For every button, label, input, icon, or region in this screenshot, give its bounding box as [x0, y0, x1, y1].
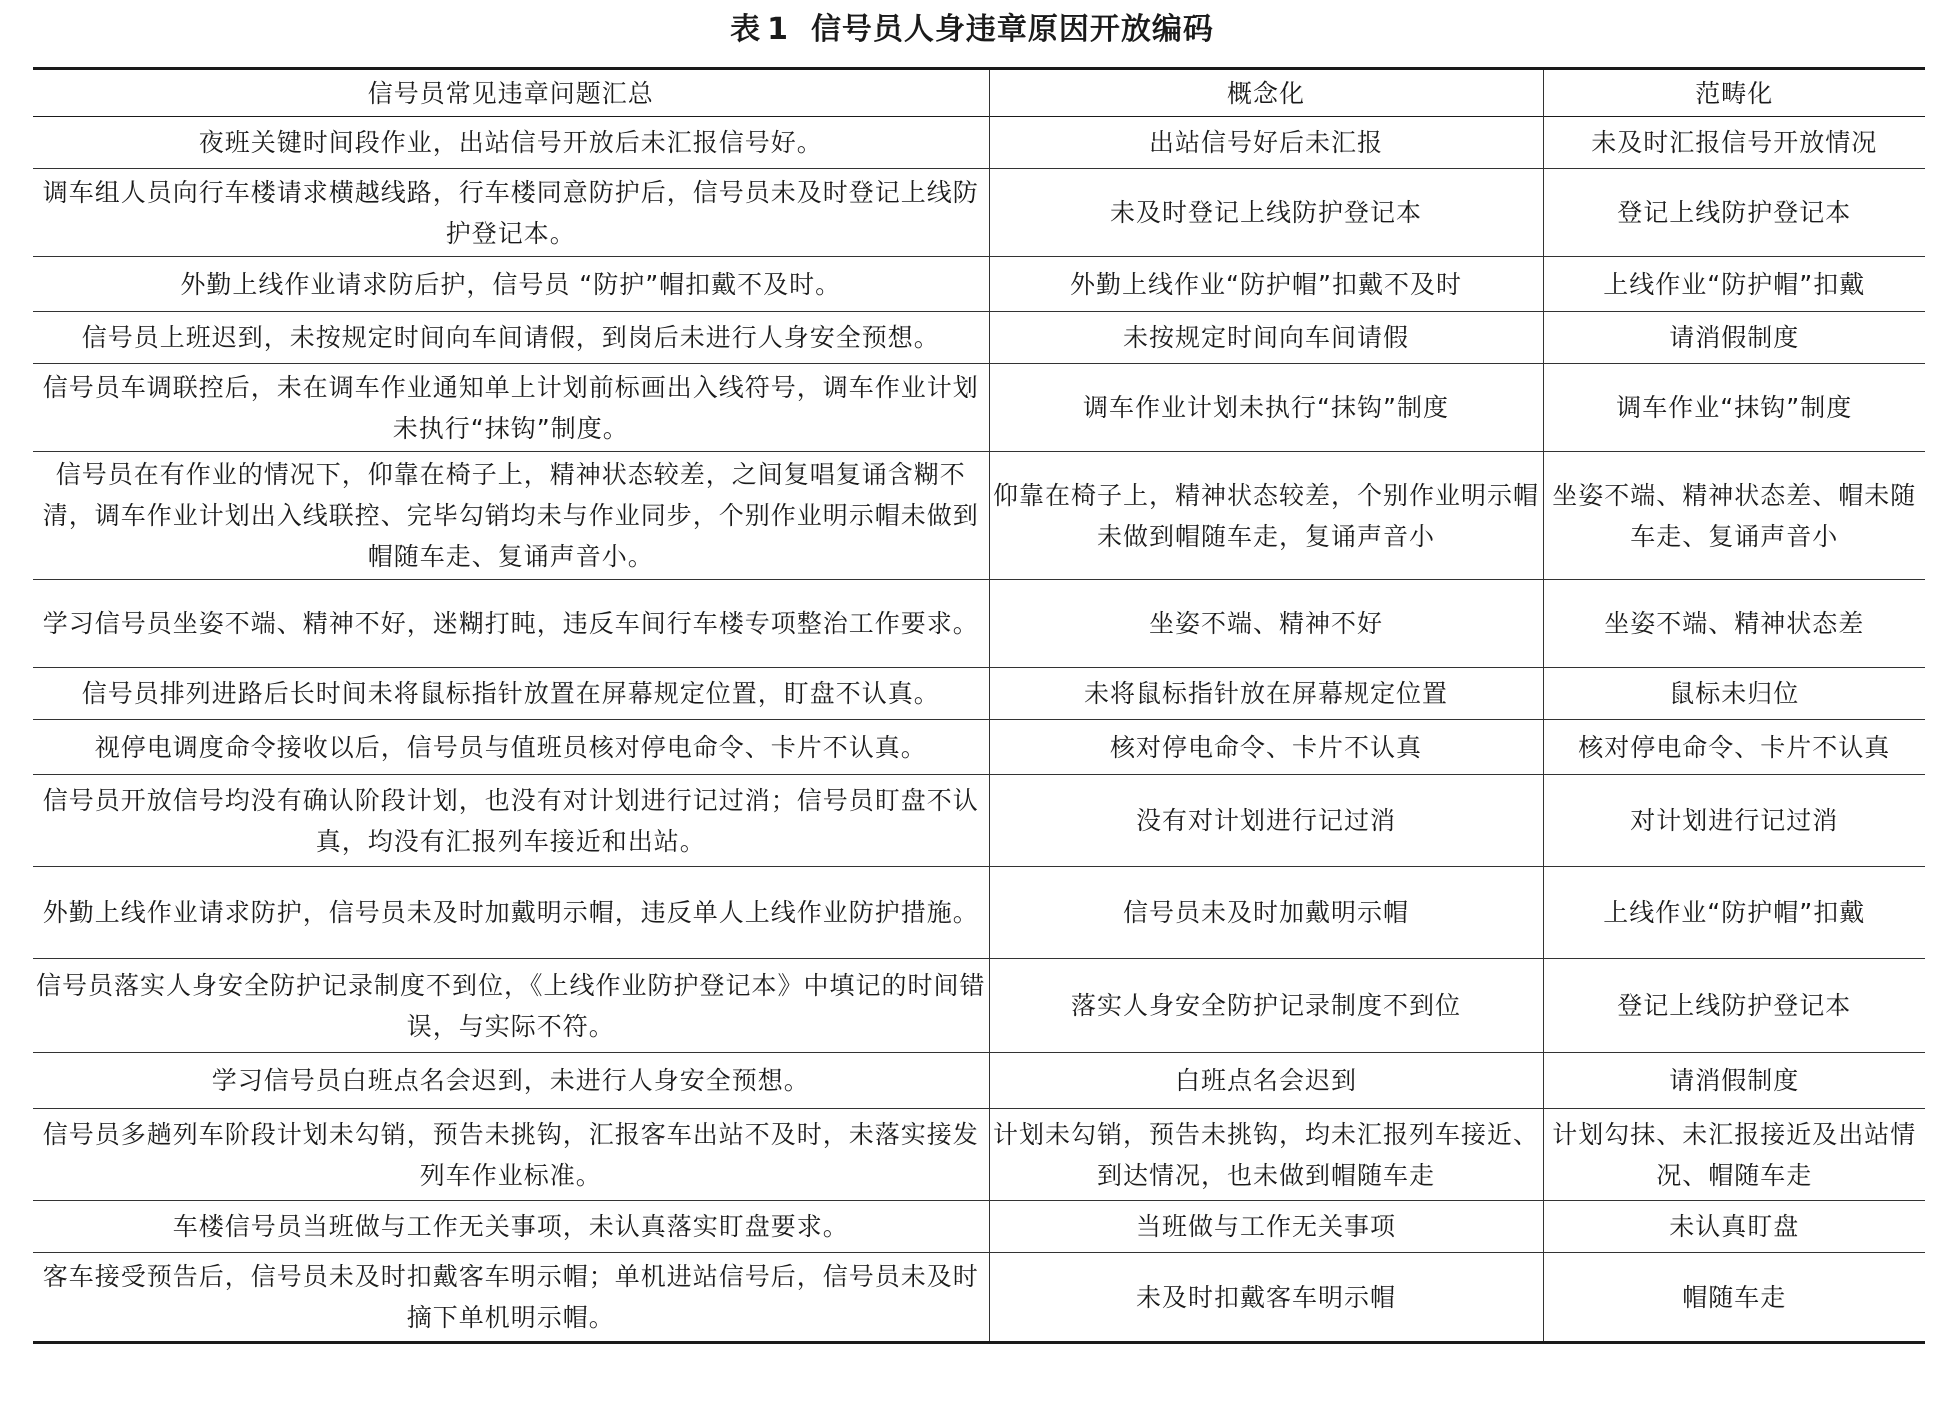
cell-summary: 学习信号员白班点名会迟到，未进行人身安全预想。 [33, 1053, 989, 1109]
cell-concept: 核对停电命令、卡片不认真 [989, 720, 1543, 775]
table-row [33, 580, 1925, 668]
cell-category: 对计划进行记过消 [1543, 775, 1925, 867]
table-row [33, 959, 1925, 1053]
cell-summary: 信号员多趟列车阶段计划未勾销，预告未挑钩，汇报客车出站不及时，未落实接发列车作业标准。 [33, 1109, 989, 1201]
cell-category: 登记上线防护登记本 [1543, 169, 1925, 257]
coding-table [33, 67, 1925, 1344]
caption-number: 1 [767, 12, 789, 47]
cell-category: 未及时汇报信号开放情况 [1543, 117, 1925, 169]
cell-category: 调车作业“抹钩”制度 [1543, 364, 1925, 452]
header-summary: 信号员常见违章问题汇总 [33, 69, 989, 117]
cell-concept: 未及时登记上线防护登记本 [989, 169, 1543, 257]
cell-concept: 计划未勾销，预告未挑钩，均未汇报列车接近、到达情况，也未做到帽随车走 [989, 1109, 1543, 1201]
cell-concept: 白班点名会迟到 [989, 1053, 1543, 1109]
cell-concept: 未按规定时间向车间请假 [989, 312, 1543, 364]
cell-concept: 当班做与工作无关事项 [989, 1201, 1543, 1253]
cell-concept: 未将鼠标指针放在屏幕规定位置 [989, 668, 1543, 720]
cell-summary: 车楼信号员当班做与工作无关事项，未认真落实盯盘要求。 [33, 1201, 989, 1253]
table-row [33, 169, 1925, 257]
cell-concept: 落实人身安全防护记录制度不到位 [989, 959, 1543, 1053]
cell-summary: 信号员开放信号均没有确认阶段计划，也没有对计划进行记过消；信号员盯盘不认真，均没有汇报列车接近和出站。 [33, 775, 989, 867]
cell-summary: 客车接受预告后，信号员未及时扣戴客车明示帽；单机进站信号后，信号员未及时摘下单机明示帽。 [33, 1253, 989, 1343]
cell-concept: 调车作业计划未执行“抹钩”制度 [989, 364, 1543, 452]
cell-concept: 未及时扣戴客车明示帽 [989, 1253, 1543, 1343]
table-row [33, 668, 1925, 720]
table-row [33, 1253, 1925, 1343]
table-caption [0, 8, 1944, 52]
cell-category: 鼠标未归位 [1543, 668, 1925, 720]
cell-summary: 调车组人员向行车楼请求横越线路，行车楼同意防护后，信号员未及时登记上线防护登记本。 [33, 169, 989, 257]
table-row [33, 1109, 1925, 1201]
table-row [33, 1201, 1925, 1253]
table-row [33, 257, 1925, 312]
table-row [33, 775, 1925, 867]
cell-category: 帽随车走 [1543, 1253, 1925, 1343]
cell-summary: 信号员在有作业的情况下，仰靠在椅子上，精神状态较差，之间复唱复诵含糊不清，调车作业计划出入线联控、完毕勾销均未与作业同步，个别作业明示帽未做到帽随车走、复诵声音小。 [33, 452, 989, 580]
cell-concept: 出站信号好后未汇报 [989, 117, 1543, 169]
cell-summary: 视停电调度命令接收以后，信号员与值班员核对停电命令、卡片不认真。 [33, 720, 989, 775]
cell-category: 计划勾抹、未汇报接近及出站情况、帽随车走 [1543, 1109, 1925, 1201]
cell-concept: 外勤上线作业“防护帽”扣戴不及时 [989, 257, 1543, 312]
cell-category: 坐姿不端、精神状态差 [1543, 580, 1925, 668]
cell-summary: 信号员车调联控后，未在调车作业通知单上计划前标画出入线符号，调车作业计划未执行“抹钩”制度。 [33, 364, 989, 452]
cell-summary: 信号员落实人身安全防护记录制度不到位，《上线作业防护登记本》中填记的时间错误，与实际不符。 [33, 959, 989, 1053]
table-row [33, 1053, 1925, 1109]
cell-category: 未认真盯盘 [1543, 1201, 1925, 1253]
header-row [33, 69, 1925, 117]
cell-category: 请消假制度 [1543, 312, 1925, 364]
cell-category: 登记上线防护登记本 [1543, 959, 1925, 1053]
cell-summary: 学习信号员坐姿不端、精神不好，迷糊打盹，违反车间行车楼专项整治工作要求。 [33, 580, 989, 668]
cell-category: 请消假制度 [1543, 1053, 1925, 1109]
table-row [33, 364, 1925, 452]
cell-summary: 信号员上班迟到，未按规定时间向车间请假，到岗后未进行人身安全预想。 [33, 312, 989, 364]
cell-summary: 外勤上线作业请求防护，信号员未及时加戴明示帽，违反单人上线作业防护措施。 [33, 867, 989, 959]
cell-category: 核对停电命令、卡片不认真 [1543, 720, 1925, 775]
table-row [33, 720, 1925, 775]
cell-summary: 夜班关键时间段作业，出站信号开放后未汇报信号好。 [33, 117, 989, 169]
header-category: 范畴化 [1543, 69, 1925, 117]
cell-summary: 信号员排列进路后长时间未将鼠标指针放置在屏幕规定位置，盯盘不认真。 [33, 668, 989, 720]
cell-category: 上线作业“防护帽”扣戴 [1543, 867, 1925, 959]
cell-concept: 仰靠在椅子上，精神状态较差，个别作业明示帽未做到帽随车走，复诵声音小 [989, 452, 1543, 580]
cell-concept: 没有对计划进行记过消 [989, 775, 1543, 867]
cell-category: 坐姿不端、精神状态差、帽未随车走、复诵声音小 [1543, 452, 1925, 580]
cell-category: 上线作业“防护帽”扣戴 [1543, 257, 1925, 312]
table-row [33, 867, 1925, 959]
table-row [33, 312, 1925, 364]
table-row [33, 117, 1925, 169]
caption-prefix: 表 [730, 12, 762, 47]
cell-summary: 外勤上线作业请求防后护，信号员 “防护”帽扣戴不及时。 [33, 257, 989, 312]
header-concept: 概念化 [989, 69, 1543, 117]
cell-concept: 坐姿不端、精神不好 [989, 580, 1543, 668]
caption-text: 信号员人身违章原因开放编码 [810, 12, 1214, 47]
table-row [33, 452, 1925, 580]
cell-concept: 信号员未及时加戴明示帽 [989, 867, 1543, 959]
